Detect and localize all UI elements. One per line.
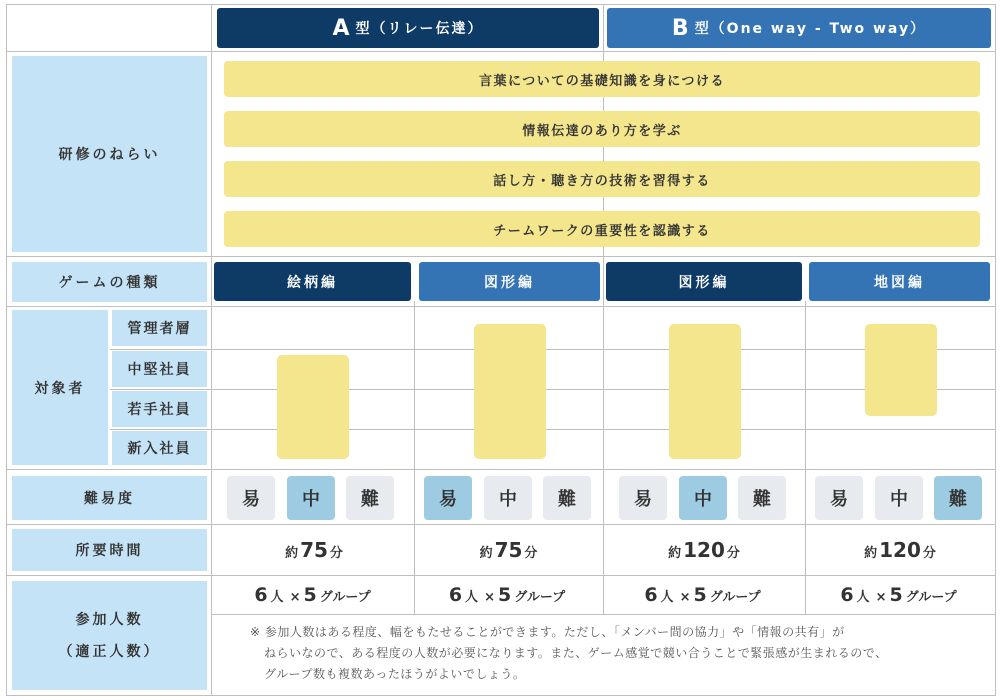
time-value-2	[414, 538, 603, 568]
people-unit: 人	[660, 590, 674, 605]
times-sign: ×	[289, 590, 301, 605]
time-prefix: 約	[864, 546, 878, 561]
time-prefix: 約	[479, 546, 493, 561]
difficulty-cell: 難	[543, 476, 591, 520]
row-line-target	[6, 469, 996, 470]
type-a-header	[217, 8, 599, 48]
target-level-label: 中堅社員	[112, 351, 207, 387]
target-range-bar-4	[865, 324, 937, 416]
table-right-border	[995, 4, 996, 696]
difficulty-cell: 易	[424, 476, 472, 520]
participants-value-3	[603, 584, 805, 612]
type-a-letter: A	[332, 15, 350, 41]
time-value-4	[805, 538, 995, 568]
difficulty-cell: 難	[738, 476, 786, 520]
table-left-border	[6, 4, 7, 696]
difficulty-cell: 難	[934, 476, 982, 520]
game-name-2: 図形編	[419, 262, 600, 301]
difficulty-cell: 難	[346, 476, 394, 520]
people-count: 6	[448, 584, 463, 606]
difficulty-cell: 中	[484, 476, 532, 520]
group-count: 5	[693, 584, 707, 606]
type-b-letter: B	[671, 15, 689, 41]
time-unit: 分	[726, 546, 740, 561]
times-sign: ×	[679, 590, 691, 605]
aim-item: チームワークの重要性を認識する	[224, 211, 980, 247]
target-range-bar-2	[474, 324, 546, 459]
difficulty-label: 難易度	[12, 476, 207, 520]
game-type-label: ゲームの種類	[12, 262, 207, 302]
game-name-1: 絵柄編	[214, 262, 411, 301]
aims-label: 研修のねらい	[12, 56, 207, 252]
target-level-label: 管理者層	[112, 310, 207, 346]
type-b-header	[607, 8, 991, 48]
type-b-title: 型（One way - Two way）	[694, 21, 927, 37]
aim-item: 言葉についての基礎知識を身につける	[224, 61, 980, 97]
difficulty-cell: 中	[287, 476, 335, 520]
time-label: 所要時間	[12, 529, 207, 571]
group-unit: グループ	[319, 590, 371, 605]
people-count: 6	[840, 584, 854, 606]
time-value-3	[603, 538, 805, 568]
participants-value-4	[805, 584, 995, 612]
group-count: 5	[497, 584, 512, 606]
group-unit: グループ	[905, 590, 957, 605]
group-unit: グループ	[514, 590, 566, 605]
aim-item: 話し方・聴き方の技術を習得する	[224, 161, 980, 197]
target-label: 対象者	[12, 310, 108, 465]
table-top-border	[6, 4, 996, 5]
difficulty-cell: 易	[619, 476, 667, 520]
difficulty-cell: 易	[815, 476, 863, 520]
participants-value-2	[414, 584, 603, 612]
participants-label	[12, 581, 207, 690]
participants-value-1	[214, 584, 414, 612]
group-unit: グループ	[709, 590, 761, 605]
note-line-3: グループ数も複数あったほうがよいでしょう。	[264, 667, 526, 681]
row-line-time	[6, 575, 996, 576]
time-unit: 分	[329, 546, 343, 561]
target-range-bar-3	[669, 324, 741, 459]
times-sign: ×	[875, 590, 887, 605]
label-column-divider	[211, 4, 212, 696]
people-count: 6	[644, 584, 658, 606]
time-unit: 分	[922, 546, 936, 561]
row-line-games	[6, 306, 996, 307]
row-line-target-3	[110, 429, 996, 430]
time-number: 120	[683, 538, 725, 562]
time-value-1	[214, 538, 414, 568]
target-level-label: 新入社員	[112, 431, 207, 465]
people-unit: 人	[270, 590, 284, 605]
time-prefix: 約	[285, 546, 299, 561]
game-name-3: 図形編	[606, 262, 802, 301]
participants-label-line1: 参加人数	[75, 611, 144, 628]
row-line-header	[6, 51, 996, 52]
row-line-difficulty	[6, 524, 996, 525]
aim-item: 情報伝達のあり方を学ぶ	[224, 111, 980, 147]
time-prefix: 約	[668, 546, 682, 561]
participants-label-line2: （適正人数）	[58, 643, 161, 660]
time-number: 75	[300, 538, 328, 562]
people-count: 6	[254, 584, 268, 606]
note-line-2: ねらいなので、ある程度の人数が必要になります。また、ゲーム感覚で競い合うことで緊張感が生まれるので、	[264, 646, 888, 660]
row-line-target-2	[110, 389, 996, 390]
group-count: 5	[303, 584, 317, 606]
target-range-bar-1	[277, 355, 349, 459]
row-line-target-1	[110, 349, 996, 350]
row-line-aims	[6, 256, 996, 257]
game-name-4: 地図編	[809, 262, 990, 301]
time-number: 75	[494, 538, 523, 562]
time-number: 120	[879, 538, 921, 562]
time-unit: 分	[524, 546, 538, 561]
people-unit: 人	[856, 590, 870, 605]
type-a-title: 型（リレー伝達）	[355, 21, 484, 37]
target-level-label: 若手社員	[112, 391, 207, 427]
row-line-participants	[211, 614, 996, 615]
difficulty-cell: 中	[679, 476, 727, 520]
people-unit: 人	[465, 590, 479, 605]
table-bottom-border	[6, 695, 996, 696]
difficulty-cell: 中	[875, 476, 923, 520]
difficulty-cell: 易	[227, 476, 275, 520]
participants-note	[250, 622, 990, 685]
note-line-1: ※ 参加人数はある程度、幅をもたせることができます。ただし、「メンバー間の協力」や「情報の共有」が	[250, 625, 845, 639]
group-count: 5	[889, 584, 903, 606]
times-sign: ×	[484, 590, 495, 605]
